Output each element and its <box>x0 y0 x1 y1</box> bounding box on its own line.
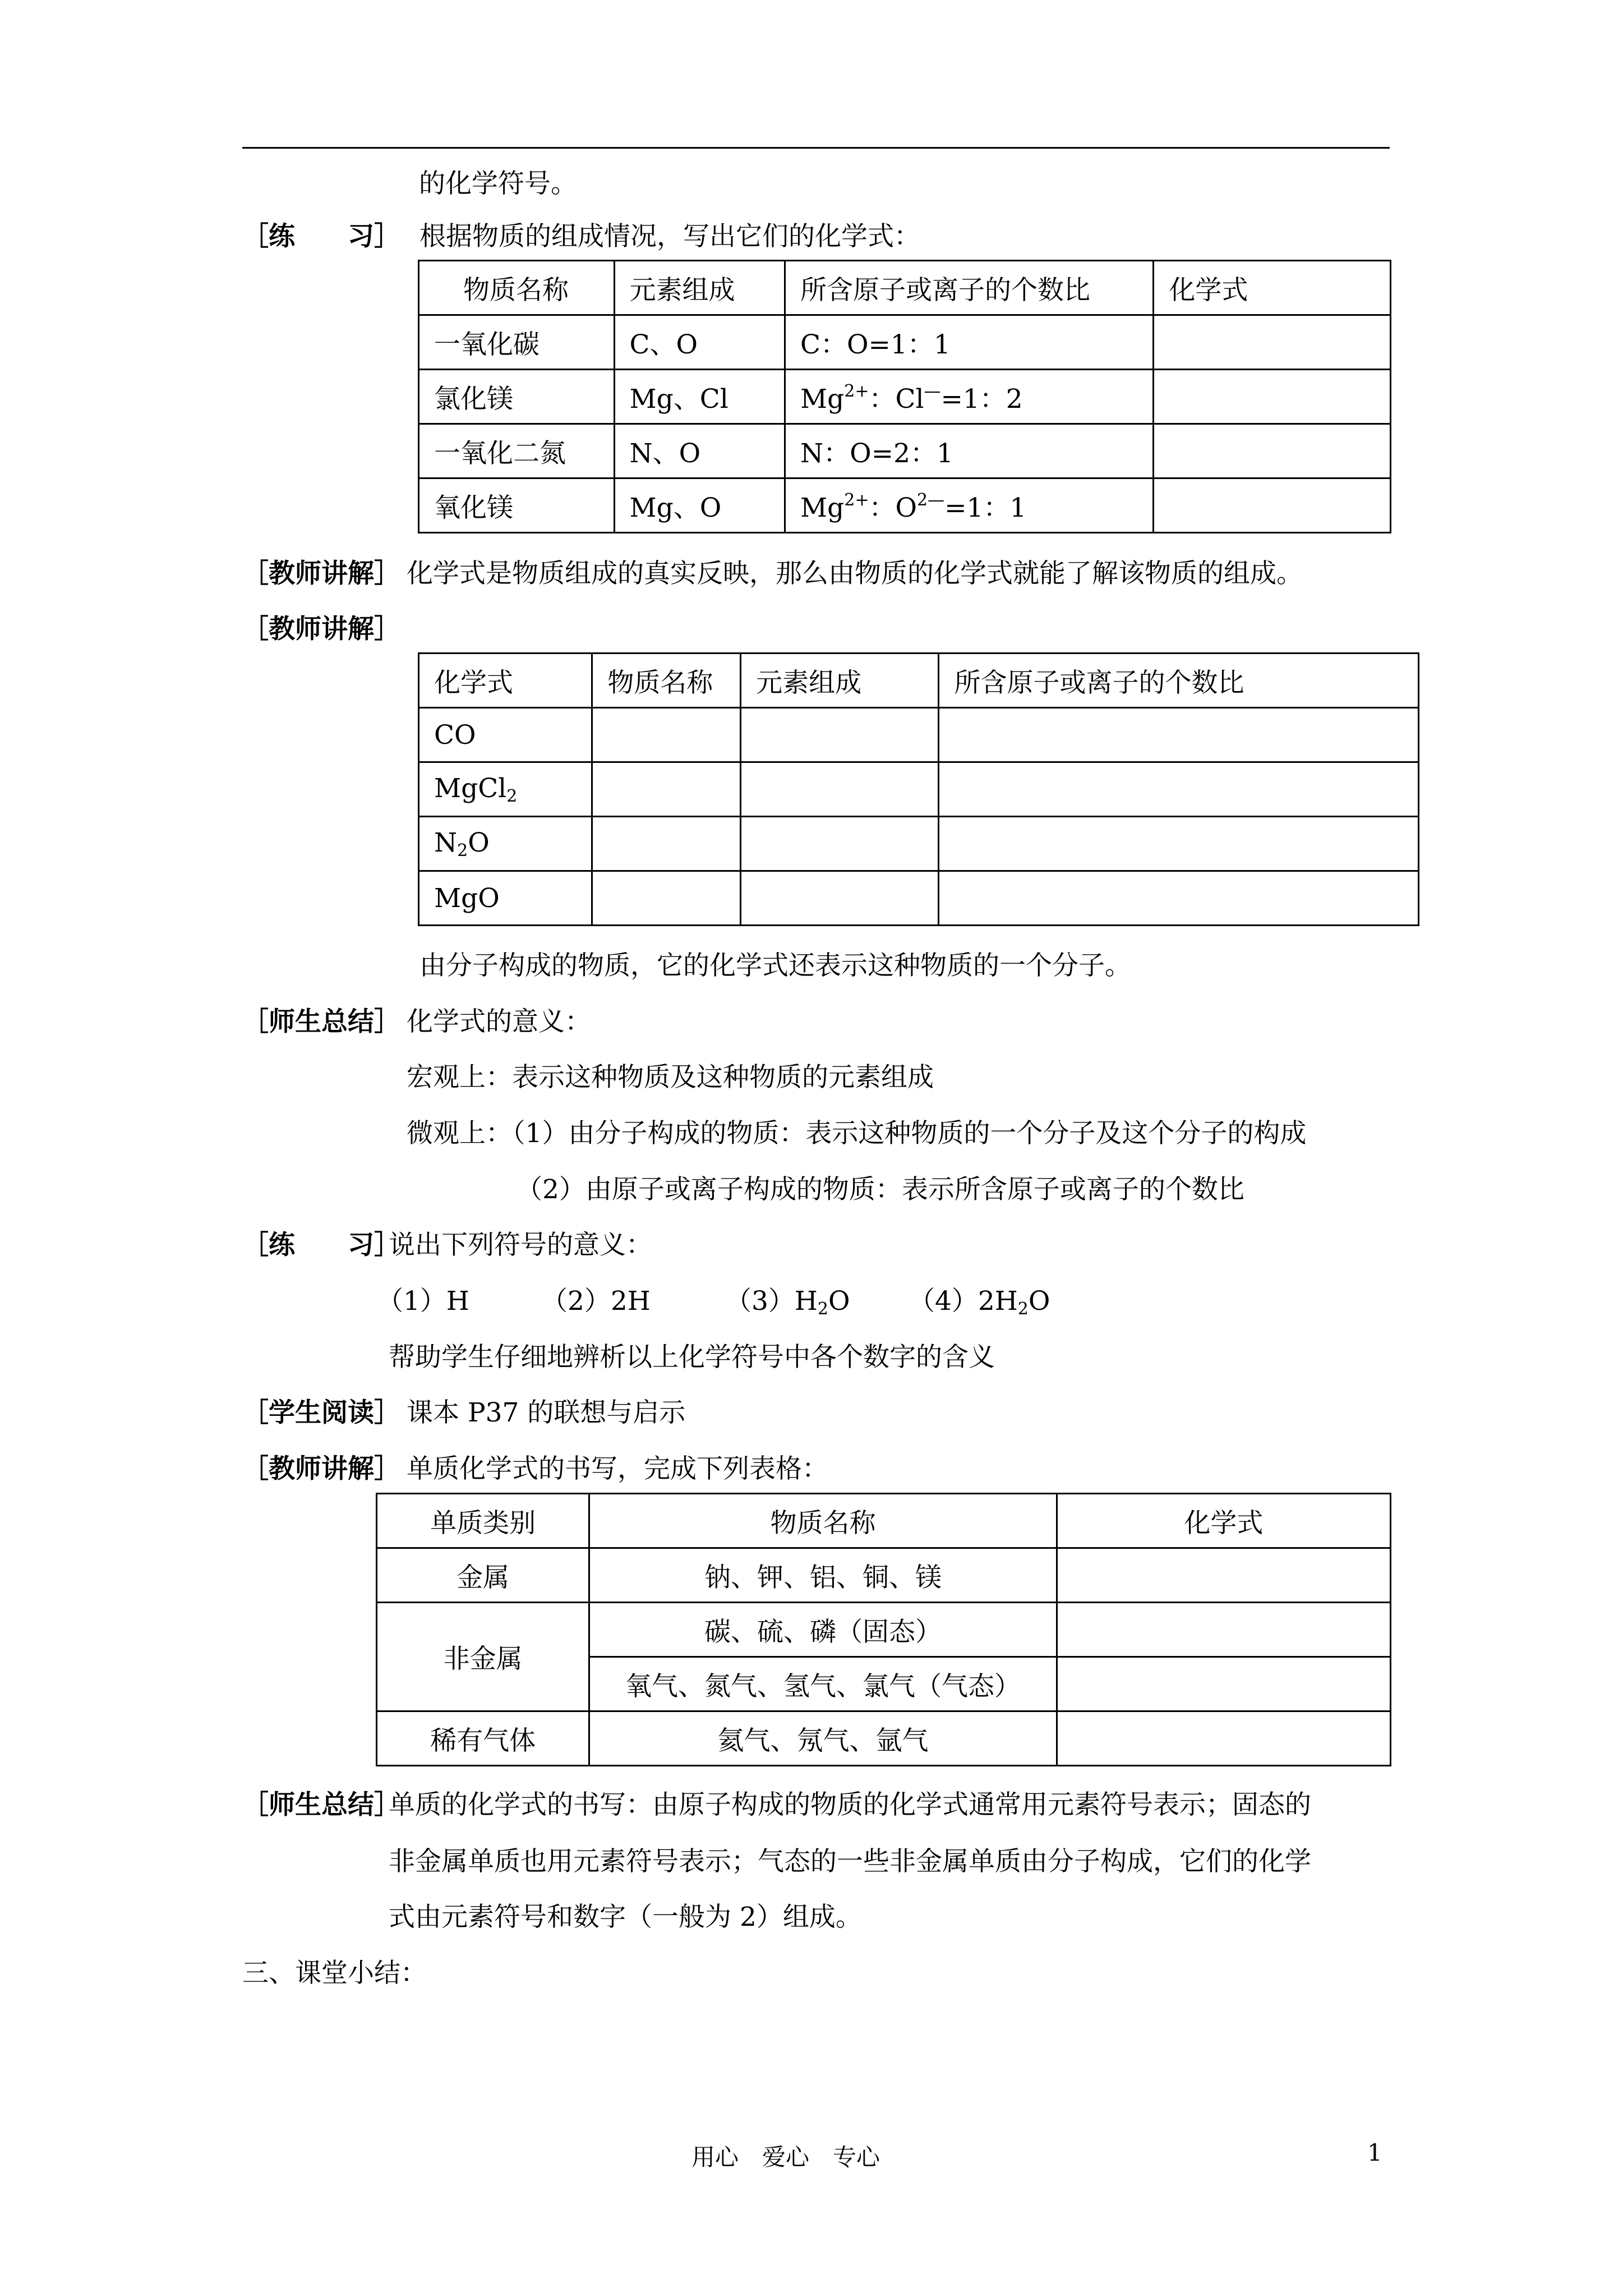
cell-elements[interactable] <box>741 871 939 926</box>
section-label: ［师生总结］ <box>242 1006 400 1037</box>
cell-formula[interactable] <box>1154 478 1391 533</box>
header-cell: 所含原子或离子的个数比 <box>785 261 1154 315</box>
cell-formula: MgO <box>419 871 592 926</box>
table-formula-meaning <box>418 652 1419 926</box>
cell-elements[interactable] <box>741 762 939 817</box>
text-line: 的化学符号。 <box>419 168 577 199</box>
cell-name: 一氧化二氮 <box>419 424 615 478</box>
cell-formula[interactable] <box>1154 315 1391 370</box>
table-row <box>419 817 1419 871</box>
table-row <box>419 370 1391 424</box>
section-label: ［教师讲解］ <box>242 558 400 589</box>
table-header-row <box>377 1494 1391 1548</box>
cell-name[interactable] <box>592 762 741 817</box>
cell-formula[interactable] <box>1154 424 1391 478</box>
text-line: （2）由原子或离子构成的物质：表示所含原子或离子的个数比 <box>516 1174 1244 1205</box>
header-cell: 物质名称 <box>589 1494 1057 1548</box>
table-row <box>419 424 1391 478</box>
section-label: ［教师讲解］ <box>242 614 400 645</box>
footer-text: 用心 爱心 专心 <box>691 2143 880 2171</box>
text-line: 非金属单质也用元素符号表示；气态的一些非金属单质由分子构成，它们的化学 <box>389 1846 1311 1877</box>
cell-ratio: N：O=2：1 <box>785 424 1154 478</box>
text-line: 单质化学式的书写，完成下列表格： <box>407 1453 828 1484</box>
table-row <box>377 1603 1391 1657</box>
cell-name[interactable] <box>592 871 741 926</box>
section-label: ［学生阅读］ <box>242 1397 400 1428</box>
section-label: ［教师讲解］ <box>242 1453 400 1484</box>
header-cell: 元素组成 <box>741 654 939 708</box>
table-header-row <box>419 261 1391 315</box>
cell-category: 非金属 <box>377 1603 589 1711</box>
cell-elements: N、O <box>614 424 785 478</box>
header-cell: 化学式 <box>1154 261 1391 315</box>
cell-name[interactable] <box>592 817 741 871</box>
cell-elements: Mg、O <box>614 478 785 533</box>
cell-name: 氯化镁 <box>419 370 615 424</box>
cell-names: 氦气、氖气、氩气 <box>589 1711 1057 1766</box>
table-compose-formula <box>418 260 1391 533</box>
symbol-item: $(3)H_2O$ <box>725 1286 850 1319</box>
header-cell: 物质名称 <box>592 654 741 708</box>
table-row <box>419 478 1391 533</box>
header-cell: 化学式 <box>1057 1494 1390 1548</box>
table-row <box>419 315 1391 370</box>
header-cell: 所含原子或离子的个数比 <box>939 654 1419 708</box>
section-label: ［练 习］ <box>242 221 400 252</box>
cell-formula[interactable] <box>1057 1548 1390 1603</box>
cell-elements[interactable] <box>741 817 939 871</box>
cell-formula[interactable] <box>1057 1657 1390 1711</box>
cell-formula: $N_2O$ <box>419 817 592 871</box>
cell-names: 钠、钾、铝、铜、镁 <box>589 1548 1057 1603</box>
symbol-item: （1）H <box>377 1286 469 1317</box>
cell-name: 一氧化碳 <box>419 315 615 370</box>
text-line: 帮助学生仔细地辨析以上化学符号中各个数字的含义 <box>389 1342 995 1373</box>
text-line: 化学式的意义： <box>407 1006 591 1037</box>
cell-ratio[interactable] <box>939 762 1419 817</box>
header-cell: 化学式 <box>419 654 592 708</box>
page-number: 1 <box>1367 2139 1382 2166</box>
section-heading: 三、课堂小结： <box>242 1958 427 1989</box>
cell-ratio[interactable] <box>939 708 1419 762</box>
header-cell: 单质类别 <box>377 1494 589 1548</box>
cell-elements: Mg、Cl <box>614 370 785 424</box>
cell-formula[interactable] <box>1057 1711 1390 1766</box>
table-row <box>419 871 1419 926</box>
header-cell: 物质名称 <box>419 261 615 315</box>
cell-name: 氧化镁 <box>419 478 615 533</box>
cell-elements: C、O <box>614 315 785 370</box>
section-label: ［练 习］ <box>242 1230 400 1260</box>
symbol-item: （2）2H <box>541 1286 651 1317</box>
cell-names: 碳、硫、磷（固态） <box>589 1603 1057 1657</box>
table-row <box>419 708 1419 762</box>
header-rule <box>242 147 1390 149</box>
cell-name[interactable] <box>592 708 741 762</box>
text-line: 式由元素符号和数字（一般为 2）组成。 <box>389 1902 862 1932</box>
header-cell: 元素组成 <box>614 261 785 315</box>
text-line: 化学式是物质组成的真实反映，那么由物质的化学式就能了解该物质的组成。 <box>407 558 1303 589</box>
cell-names: 氧气、氮气、氢气、氯气（气态） <box>589 1657 1057 1711</box>
cell-formula[interactable] <box>1154 370 1391 424</box>
cell-category: 金属 <box>377 1548 589 1603</box>
cell-formula: MgCl$_2$ <box>419 762 592 817</box>
symbol-item: $(4)2H_2O$ <box>909 1286 1050 1319</box>
text-line: 由分子构成的物质，它的化学式还表示这种物质的一个分子。 <box>419 950 1131 981</box>
cell-ratio: $Mg^{2+}$：Cl—=1：2 <box>785 370 1154 424</box>
table-row <box>377 1548 1391 1603</box>
text-line: 单质的化学式的书写：由原子构成的物质的化学式通常用元素符号表示；固态的 <box>389 1789 1311 1820</box>
text-line: 课本 P37 的联想与启示 <box>407 1397 686 1428</box>
table-header-row <box>419 654 1419 708</box>
text-line: 宏观上：表示这种物质及这种物质的元素组成 <box>407 1062 934 1093</box>
cell-ratio[interactable] <box>939 871 1419 926</box>
text-line: 说出下列符号的意义： <box>389 1230 652 1260</box>
text-line: 微观上：（1）由分子构成的物质：表示这种物质的一个分子及这个分子的构成 <box>407 1118 1307 1149</box>
cell-category: 稀有气体 <box>377 1711 589 1766</box>
section-label: ［师生总结］ <box>242 1789 400 1820</box>
table-row <box>419 762 1419 817</box>
cell-ratio: C：O=1：1 <box>785 315 1154 370</box>
text-line: 根据物质的组成情况，写出它们的化学式： <box>419 221 920 252</box>
table-row <box>377 1711 1391 1766</box>
cell-formula[interactable] <box>1057 1603 1390 1657</box>
cell-ratio: $Mg^{2+}$：$O^{2—}=1$：1 <box>785 478 1154 533</box>
cell-elements[interactable] <box>741 708 939 762</box>
cell-formula: CO <box>419 708 592 762</box>
table-elemental-formula <box>376 1493 1391 1766</box>
cell-ratio[interactable] <box>939 817 1419 871</box>
